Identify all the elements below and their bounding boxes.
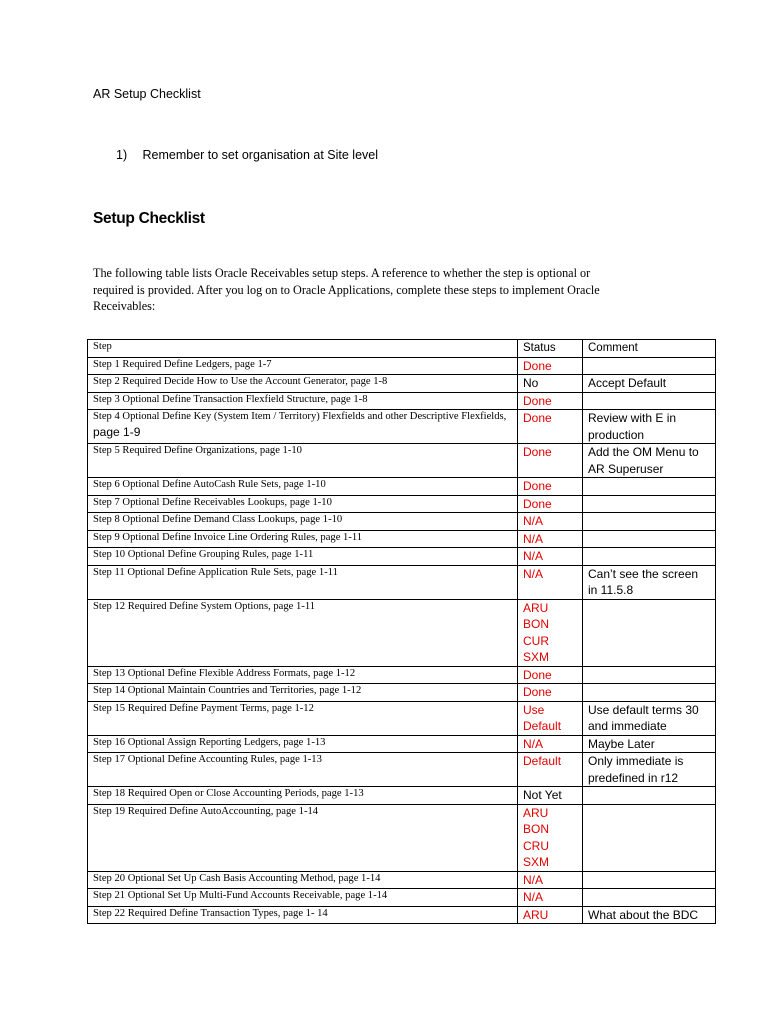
status-value: Default: [523, 754, 562, 768]
status-cell: [518, 565, 583, 599]
status-value: N/A: [523, 566, 544, 581]
step-cell: [88, 375, 518, 393]
step-cell: [88, 565, 518, 599]
comment-cell: [583, 530, 716, 548]
step-cell: [88, 357, 518, 375]
step-cell: [88, 787, 518, 805]
table-row: [88, 478, 716, 496]
status-cell: [518, 357, 583, 375]
status-value: Done: [523, 479, 552, 493]
status-value: N/A: [523, 872, 544, 887]
step-cell: [88, 666, 518, 684]
table-row: [88, 444, 716, 478]
document-title: AR Setup Checklist: [93, 87, 201, 101]
section-heading: Setup Checklist: [93, 210, 205, 227]
status-cell: [518, 804, 583, 871]
step-text: Step 11 Optional Define Application Rule Sets, page 1-11: [93, 566, 338, 578]
table-row: [88, 375, 716, 393]
comment-text: Maybe Later: [588, 736, 655, 751]
status-cell: [518, 530, 583, 548]
step-text: Step 1 Required Define Ledgers, page 1-7: [93, 358, 272, 370]
status-cell: [518, 375, 583, 393]
status-value: N/A: [523, 531, 544, 546]
list-item-number: 1): [116, 148, 128, 162]
header-comment: Comment: [583, 340, 716, 358]
table-row: [88, 787, 716, 805]
table-row: [88, 410, 716, 444]
status-cell: [518, 599, 583, 666]
comment-cell: [583, 906, 716, 924]
status-cell: [518, 753, 583, 787]
step-cell: [88, 753, 518, 787]
step-text: Step 5 Required Define Organizations, page 1-10: [93, 445, 302, 456]
status-value: SXM: [523, 855, 550, 869]
table-row: [88, 804, 716, 871]
status-value: ARU: [523, 805, 549, 820]
status-value: No: [523, 376, 539, 390]
step-cell: [88, 804, 518, 871]
status-cell: [518, 513, 583, 531]
comment-cell: [583, 599, 716, 666]
step-text: Step 9 Optional Define Invoice Line Ordering Rules, page 1-11: [93, 531, 363, 543]
table-header-row: [88, 340, 716, 358]
comment-cell: [583, 804, 716, 871]
table-row: [88, 548, 716, 566]
step-cell: [88, 684, 518, 702]
step-cell: [88, 530, 518, 548]
comment-cell: [583, 357, 716, 375]
comment-text: Accept Default: [588, 376, 667, 390]
step-text: Step 4 Optional Define Key (System Item / Territory) Flexfields and other Descriptive Flexfields,: [93, 411, 507, 422]
table-row: [88, 701, 716, 735]
step-text: Step 3 Optional Define Transaction Flexfield Structure, page 1-8: [93, 393, 368, 405]
comment-cell: [583, 735, 716, 753]
table-row: [88, 495, 716, 513]
table-row: [88, 599, 716, 666]
numbered-list-item: [116, 148, 378, 162]
status-cell: [518, 410, 583, 444]
comment-cell: [583, 701, 716, 735]
status-value: N/A: [523, 549, 544, 563]
table-row: [88, 871, 716, 889]
status-cell: [518, 871, 583, 889]
table-row: [88, 357, 716, 375]
comment-text: Review with E in: [588, 411, 677, 425]
status-value: ARU: [523, 600, 549, 615]
setup-checklist-table: [87, 339, 716, 924]
table-row: [88, 684, 716, 702]
table-row: [88, 513, 716, 531]
step-text: Step 6 Optional Define AutoCash Rule Sets, page 1-10: [93, 479, 326, 490]
comment-cell: [583, 871, 716, 889]
status-value: BON: [523, 822, 550, 836]
status-value: SXM: [523, 650, 550, 664]
status-cell: [518, 444, 583, 478]
status-cell: [518, 548, 583, 566]
step-cell: [88, 513, 518, 531]
step-text: Step 7 Optional Define Receivables Lookups, page 1-10: [93, 496, 332, 508]
table-row: [88, 392, 716, 410]
step-text: Step 15 Required Define Payment Terms, page 1-12: [93, 702, 314, 714]
table-row: [88, 735, 716, 753]
status-cell: [518, 392, 583, 410]
comment-cell: [583, 548, 716, 566]
comment-cell: [583, 410, 716, 444]
step-text: Step 16 Optional Assign Reporting Ledgers, page 1-13: [93, 736, 326, 748]
comment-text: Only immediate is: [588, 754, 684, 768]
comment-cell: [583, 444, 716, 478]
step-text: Step 10 Optional Define Grouping Rules, page 1-11: [93, 549, 314, 560]
step-cell: [88, 906, 518, 924]
comment-cell: [583, 478, 716, 496]
status-value: Not Yet: [523, 788, 562, 802]
status-value: N/A: [523, 514, 544, 528]
status-cell: [518, 787, 583, 805]
status-value: Use: [523, 702, 545, 717]
step-text: Step 21 Optional Set Up Multi-Fund Accounts Receivable, page 1-14: [93, 890, 388, 901]
comment-text: What about the BDC: [588, 907, 699, 922]
status-value: N/A: [523, 890, 544, 904]
comment-text: AR Superuser: [588, 461, 664, 476]
status-value: Default: [523, 719, 562, 733]
step-cell: [88, 599, 518, 666]
step-text: Step 12 Required Define System Options, page 1-11: [93, 600, 316, 612]
comment-cell: [583, 513, 716, 531]
step-cell: [88, 871, 518, 889]
comment-text: Can’t see the screen: [588, 566, 699, 581]
table-row: [88, 889, 716, 907]
comment-cell: [583, 787, 716, 805]
comment-text: production: [588, 427, 645, 442]
status-cell: [518, 906, 583, 924]
table-row: [88, 565, 716, 599]
status-cell: [518, 735, 583, 753]
status-value: Done: [523, 496, 552, 511]
header-status: Status: [518, 340, 583, 358]
step-text: Step 13 Optional Define Flexible Address Formats, page 1-12: [93, 667, 356, 679]
step-text: Step 22 Required Define Transaction Types, page 1- 14: [93, 907, 328, 919]
status-value: CUR: [523, 633, 549, 648]
step-cell: [88, 392, 518, 410]
step-text: Step 2 Required Decide How to Use the Account Generator, page 1-8: [93, 376, 388, 387]
step-cell: [88, 548, 518, 566]
comment-cell: [583, 392, 716, 410]
comment-cell: [583, 375, 716, 393]
comment-text: predefined in r12: [588, 770, 679, 785]
step-cell: [88, 444, 518, 478]
status-value: Done: [523, 685, 552, 699]
status-cell: [518, 478, 583, 496]
step-cell: [88, 410, 518, 444]
table-row: [88, 666, 716, 684]
status-value: Done: [523, 411, 552, 425]
step-text: Step 17 Optional Define Accounting Rules, page 1-13: [93, 754, 322, 765]
status-value: Done: [523, 445, 552, 459]
step-cell: [88, 701, 518, 735]
status-cell: [518, 495, 583, 513]
status-value: CRU: [523, 838, 549, 853]
status-value: Done: [523, 358, 552, 373]
status-cell: [518, 666, 583, 684]
comment-cell: [583, 753, 716, 787]
table-row: [88, 906, 716, 924]
comment-cell: [583, 666, 716, 684]
step-text: Step 14 Optional Maintain Countries and Territories, page 1-12: [93, 685, 362, 696]
step-text: Step 18 Required Open or Close Accounting Periods, page 1-13: [93, 788, 364, 799]
step-cell: [88, 478, 518, 496]
step-cell: [88, 889, 518, 907]
step-text: Step 19 Required Define AutoAccounting, page 1-14: [93, 805, 319, 817]
status-value: N/A: [523, 736, 544, 751]
comment-text: and immediate: [588, 719, 667, 733]
status-value: Done: [523, 667, 552, 682]
step-cell: [88, 735, 518, 753]
step-cell: [88, 495, 518, 513]
status-value: ARU: [523, 907, 549, 922]
status-cell: [518, 701, 583, 735]
list-item-text: Remember to set organisation at Site level: [142, 148, 379, 162]
status-cell: [518, 889, 583, 907]
status-value: Done: [523, 393, 552, 408]
comment-cell: [583, 889, 716, 907]
comment-cell: [583, 495, 716, 513]
comment-text: Use default terms 30: [588, 702, 699, 717]
step-text: Step 20 Optional Set Up Cash Basis Accounting Method, page 1-14: [93, 872, 381, 884]
intro-paragraph: The following table lists Oracle Receivables setup steps. A reference to whether the step is optional or required is provided. After you log on to Oracle Applications, complete these steps to implement Oracle Receivables:: [93, 266, 600, 313]
table-row: [88, 530, 716, 548]
step-page-ref: page 1-9: [93, 424, 141, 439]
comment-cell: [583, 684, 716, 702]
table-row: [88, 753, 716, 787]
comment-cell: [583, 565, 716, 599]
comment-text: Add the OM Menu to: [588, 445, 699, 459]
status-value: BON: [523, 617, 550, 631]
status-cell: [518, 684, 583, 702]
comment-text: in 11.5.8: [588, 583, 634, 597]
header-step: Step: [88, 340, 518, 358]
step-text: Step 8 Optional Define Demand Class Lookups, page 1-10: [93, 514, 343, 525]
